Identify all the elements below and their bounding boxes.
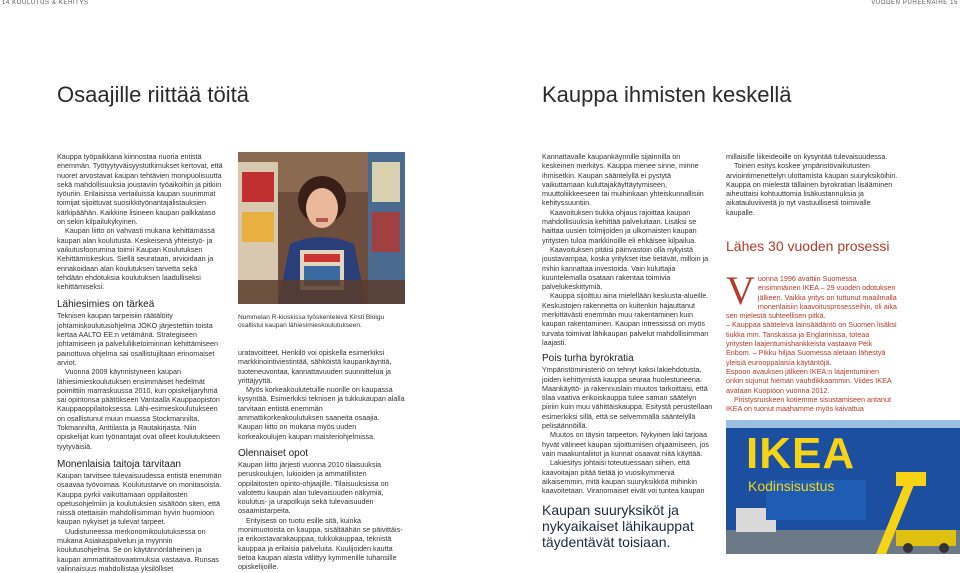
photo-kiosk-worker (238, 152, 405, 304)
photo-ikea-store (726, 420, 960, 554)
paragraph: Lakiesitys johtaisi toteutuessaan siihen, että kaavoitajan pitää tietää jo vuosikymmeniä aikaisemmin, mitä kaupan suuryksikköä mihinkin kaavoitetaan. Viranomaiset eivät voi tuntea kaupan (542, 458, 705, 496)
paragraph: Kaupan liitto järjesti vuonna 2010 tilaisuuksia peruskoulujen, lukioiden ja ammatillisten oppilaitosten opinto-ohjaajille. Tilaisuuksissa on valotettu kaupan alan tulevaisuuden näkymiä, koulutus- ja urapolkuja sekä tulevaisuuden osaamistarpeita. (238, 459, 389, 516)
subheading: Lähiesimies on tärkeä (57, 299, 155, 311)
paragraph: Espoon avauksen jälkeen IKEA:n laajentuminen onkin sujunut hieman vauhdikkaammin. Viides IKEA avataan Kuopioon vuonna 2012. (726, 366, 892, 395)
paragraph: Kannattavalle kaupankäynnille sijainnilla on keskeinen merkitys. Kauppa menee sinne, minne ihmisetkin. Kaupan sääntelyllä ei pystytä vaikuttamaan kuluttajakäyttäytymiseen, muuttoliikkeeseen tai muihinkaan yhteiskunnallisiin kehityssuuntiin. (542, 152, 704, 208)
subheading: Monenlaisia taitoja tarvitaan (57, 458, 181, 470)
paragraph: Ympäristöministeriö on tehnyt kaksi lakiehdotusta, joiden kehittymistä kauppa seuraa huolestuneena. Maankäyttö- ja rakennuslain muutos tarkoittaisi, että tilaa vaativa erikoiskauppa tulee saman säätelyn piiriin kuin muu vähittäiskauppa. Esitystä perustellaan esimerkiksi sillä, että se selvemmällä sääntelyllä pelisäännöillä. (542, 365, 713, 431)
pull-quote: Kaupan suuryksiköt ja nykyaikaiset lähikauppat täydentävät toisiaan. (542, 502, 694, 550)
paragraph: uonna 1996 avattiin Suomessa ensimmäinen IKEA – 29 vuoden odotuksen jälkeen. Vaikka yritys on tuttunut maailmalla monenlaisiin kaavoitusprosesseihin, oli aika sen mielestä suhteellisen pitkä. (726, 274, 897, 321)
paragraph: Piristysruiskeen kotiemme sisustamiseen antanut IKEA on tuonut maahamme myös kaivattua (726, 394, 891, 414)
sidebar-heading: Lähes 30 vuoden prosessi (726, 238, 890, 254)
store-sign-logo: IKEA (746, 429, 856, 478)
paragraph: Kaavoituksen pitäisi päinvastoin olla nykyistä joustavampaa, koska yritykset itse tietävät, milloin ja mihin kannattaa investoida. Vain kuluttajia kuuntelemalla osataan rakentaa toimivia palvelukeskittymiä. (542, 244, 709, 292)
photo-caption: Nummelan R-kioskissa työskentelevä Kirsti Bloigu osallistui kaupan lähiesimieskoulutukseen. (238, 314, 385, 330)
paragraph: Muutos on täysin tarpeeton. Nykyinen laki tarjoaa hyvät välineet kaupan sijoittumisen ohjaamiseen, jos vain maakuntaliitot ja kunnat osaavat niitä käyttää. (542, 430, 710, 458)
paragraph: Erityisesti on tuotu esille sitä, kuinka monimuotoista on kauppa, sisältäähän se päivittäis- ja erikoistavarakauppaa, tukkukauppaa, teknistä kauppaa ja erilaisia palveluita. Kuulijoiden kautta tietoa kaupan alasta välittyy kymmenille tuhansille opiskelijoille. (238, 515, 403, 572)
store-sign-subtitle: Kodinsisustus (748, 478, 835, 494)
paragraph: Vuonna 2009 käynnistyneen kaupan lähiesimieskoulutuksen ensimmäiset hedelmät poimittiin marraskuussa 2010, kun opiskelijaryhmä sai opintonsa päätökseen Vantaalla Kauppaopiston Kauppaoppilaitoksessa. Lähi-esimieskoulutukseen on osallistunut muun muassa Stockmannilta, Tokmannilta, Anttilasta ja Rautakirjasta. Niin opiskelijat kuin työnantajat ovat olleet koulutukseen tyytyväisiä. (57, 367, 221, 451)
paragraph: Teknisen kaupan tarpeisiin räätälöity johtamiskoulutusohjelma JOKO järjestettiin toista kertaa AALTO EE:n vetämänä. Strategiseen johtamiseen ja palveluliiketoiminnan kehittämiseen painottuva ohjelma sai osallistujiltaan erinomaiset arviot. (57, 311, 219, 367)
paragraph: Uudistuneessa merkonomikoulutuksessa on mukana Asiakaspalvelun ja myynnin koulutusohjelma. Se on käytännönläheinen ja kaupan ammattitaitovaatimuksia vastaava. Runsas valinnaisuus mahdollistaa yksilölliset (57, 526, 219, 573)
paragraph: Kauppa sijoittuu aina mielellään keskusta-alueille. Keskustojen rakennetta on kuitenkin hajauttanut merkittävästi enemmän muu rakentaminen kuin kaupan rakentaminen. Kaupan intressissä on myös turvata toimivat lähikaupan palvelut mahdollisimman laajasti. (542, 291, 709, 347)
article-title-right: Kauppa ihmisten keskellä (542, 82, 792, 107)
paragraph: Kauppa työpaikkana kiinnostaa nuoria entistä enemmän. Työtyytyväisyystutkimukset kertovat, että nuoret arvostavat kaupan tehtävien monipuolisuutta sekä mahdollisuuksia joustaviin työaikoihin ja pitkiin työuriin. Erilaisissa vertailuissa kaupan suurimmat toimijat sijoittuvat suosikkityönantajalistauksien kärkipäähän. Kaikkine lisineen kaupan palkkataso on sekin kilpailukykyinen. (57, 152, 223, 227)
text-column-2 (238, 348, 405, 572)
subheading: Pois turha byrokratia (542, 353, 634, 365)
sidebar-text (726, 274, 898, 414)
text-column-1 (57, 152, 224, 573)
subheading: Olennaiset opot (238, 447, 309, 459)
paragraph: Kaavoituksen tiukka ohjaus rajoittaa kaupan mahdollisuuksia kehittää palveluitaan. Lisäksi se haittaa uusien toimijoiden ja ulkomaisten kaupan yritysten tuloa markkinoille eli ehkäisee kilpailua. (542, 207, 697, 245)
article-title-left: Osaajille riittää töitä (57, 82, 249, 107)
paragraph: Kaupan liitto on vahvasti mukana kehittämässä kaupan alan koulutusta. Keskeisenä yhteistyö- ja vaikutusfoorumina toimii Kaupan Koulutuksen Kehittämiskeskus. Siellä seurataan, arvioidaan ja ennakoidaan alan koulutuksen tarvetta sekä tehdään ehdotuksia koulutuksen laadulliseksi kehittämiseksi. (57, 226, 215, 292)
paragraph: uratavoitteet. Henkilö voi opiskella esimerkiksi markkinointiviestintää, sähköistä kaupankäyntiä, tuoteneuvontaa, kannattavuuden suunnittelua ja yrittäjyyttä. (238, 348, 392, 385)
paragraph: Kaupan tarvitsee tulevaisuudessa entistä enemmän osaavaa työvoimaa. Koulutustarve on monitasoista. Kauppa pyrkii vaikuttamaan oppilaitosten opetusohjelmiin ja koulutuksien sisältöön siten, että niissä otettaisiin mahdollisimman hyvin huomioon kaupan nykyiset ja tulevat tarpeet. (57, 470, 222, 527)
text-column-4 (726, 152, 898, 217)
paragraph: Myös korkeakoulutetuille nuorille on kaupassa kysyntää. Esimerkiksi teknisen ja tukkukaupan alalla tarvitaan entistä enemmän ammattikorkeakoulutuksen saaneita osaajia. Kaupan liitto on mukana myös uuden korkeakoulujen kaupan maisteriohjelmissa. (238, 385, 405, 441)
running-header-right: VUODEN PUHEENAIHE 15 (871, 0, 958, 6)
running-header-left: 14 KOULUTUS & KEHITYS (2, 0, 89, 6)
paragraph: millaisille liikeideoille on kysyntää tulevaisuudessa. (726, 152, 888, 161)
paragraph: Toinen esitys koskee ympäristövaikutusten arviointimenettelyn ulottamista kaupan suuryksiköihin. Kauppa on mielestä tällainen byrokratian lisääminen aiheuttaisi kohtuuttomia lisäkustannuksia ja aikatauluviiveitä jo nyt vastuullisesti toimivalle kaupalle. (726, 161, 898, 217)
drop-cap: V (726, 274, 755, 313)
text-column-3 (542, 152, 714, 496)
paragraph: – Kauppaa säätelevä lainsäädäntö on Suomen lisäksi tiukka mm. Tanskassa ja Englannissa, toteaa yritysten laajentumishankkeista vastaava Peik Enbom. – Pikku hiljaa Suomessa aletaan lähestyä yleisiä eurooppalaisia käytäntöjä. (726, 320, 897, 367)
